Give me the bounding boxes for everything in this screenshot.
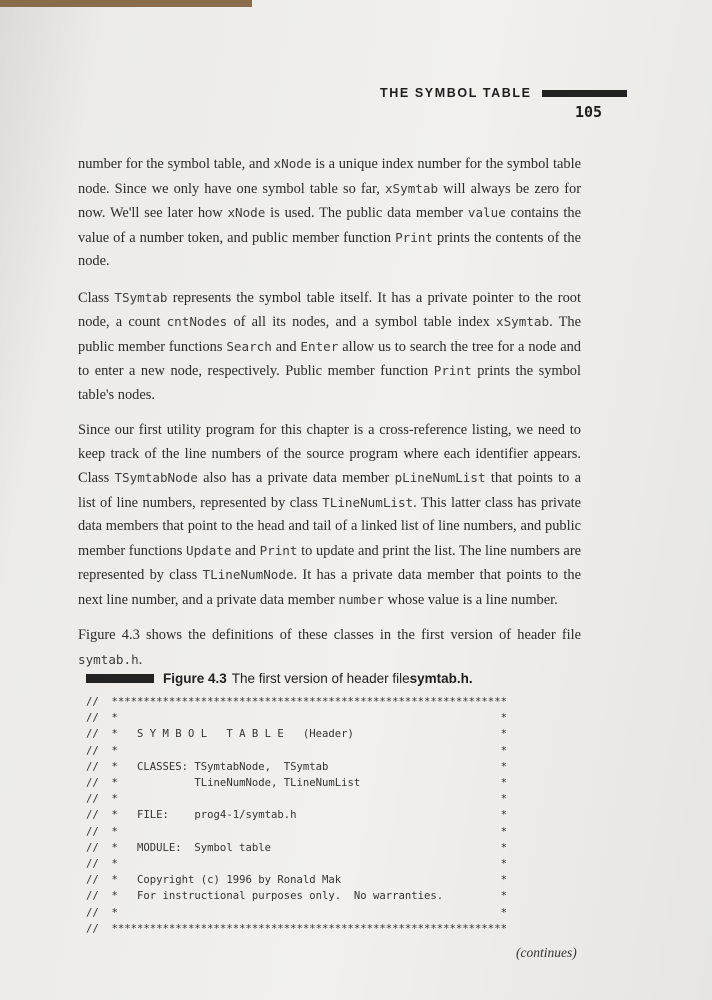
text-run: is a unique index number for the symbol table node. Since we only have one symbol table so far, [78,156,582,197]
inline-code: symtab.h [78,651,139,667]
text-run: is used. The public data member [265,205,468,221]
inline-code: Print [395,229,434,245]
caption-rule [86,674,154,683]
text-run: will always be zero for now. We'll see later how [78,180,581,221]
text-run: . [138,651,143,668]
text-run: whose value is a line number. [383,591,558,608]
text-run: Since our first utility program for this chapter is a cross-reference listing, we need to keep track of the line numbers of the source program where each identifier appears. Class [78,422,581,486]
page-number: 105 [575,103,603,121]
inline-code: TSymtabNode [114,470,198,485]
code-line: // * * [86,744,507,757]
code-line: // * * [86,906,507,919]
inline-code: number [338,591,384,607]
code-line: // * * [86,712,507,725]
inline-code: xSymtab [384,180,439,196]
inline-code: Update [186,542,232,558]
inline-code: Print [433,363,472,378]
caption-file: symtab.h. [409,671,473,686]
code-line: // * * [86,858,507,871]
inline-code: TLineNumList [322,494,414,510]
code-line: // * MODULE: Symbol table * [86,841,507,854]
code-line: // * * [86,793,507,806]
inline-code: Enter [300,338,339,354]
caption-text: The first version of header file [231,671,410,686]
code-line: // * For instructional purposes only. No warranties. * [86,890,507,903]
inline-code: xNode [273,156,312,171]
inline-code: xNode [227,205,266,220]
inline-code: Print [259,542,298,558]
text-run: allow us to search the tree for a node and to enter a new node, respectively. Public member function [78,338,581,379]
inline-code: cntNodes [166,314,228,329]
code-line: // * Copyright (c) 1996 by Ronald Mak * [86,874,507,887]
text-run: . This latter class has private data members that point to the head and tail of a linked list of line numbers, and public member functions [78,494,581,559]
body-paragraph [78,419,581,612]
body-text [78,152,581,684]
code-listing [86,694,556,937]
code-line: // ************************************************************** [86,922,507,935]
code-line: // * S Y M B O L T A B L E (Header) * [86,728,507,741]
inline-code: value [467,205,506,220]
text-run: number for the symbol table, and [78,156,274,172]
text-run: that points to a list of line numbers, represented by class [78,470,581,511]
text-run: of all its nodes, and a symbol table index [227,314,496,330]
figure-label: Figure 4.3 [163,671,227,686]
text-run: prints the symbol table's nodes. [78,363,582,403]
body-paragraph [78,624,581,672]
page-top-edge [0,0,252,7]
text-run: Class [78,289,115,306]
body-paragraph [78,152,581,274]
text-run: . It has a private data member that points to the next line number, and a private data member [78,567,581,608]
body-paragraph [78,286,581,408]
text-run: also has a private data member [197,470,395,486]
text-run: contains the value of a number token, and public member function [78,205,581,246]
header-rule [542,90,627,97]
text-run: and [271,338,301,355]
inline-code: TLineNumNode [202,567,294,582]
text-run: . The public member functions [78,314,581,355]
text-run: and [231,542,260,559]
code-line: // * CLASSES: TSymtabNode, TSymtab * [86,760,507,773]
inline-code: pLineNumList [394,470,486,485]
running-header [380,86,627,100]
running-title: THE SYMBOL TABLE [380,86,532,100]
text-run: prints the contents of the node. [78,229,581,269]
text-run: represents the symbol table itself. It has a private pointer to the root node, a count [78,289,581,330]
code-line: // * * [86,825,507,838]
text-run: Figure 4.3 shows the definitions of these classes in the first version of header file [78,627,581,643]
code-line: // * FILE: prog4-1/symtab.h * [86,809,507,822]
code-line: // * TLineNumNode, TLineNumList * [86,777,507,790]
figure-caption [86,671,473,686]
inline-code: TSymtab [114,289,168,305]
text-run: to update and print the list. The line numbers are represented by class [78,542,581,583]
continues-note: (continues) [516,945,577,960]
inline-code: xSymtab [495,314,550,329]
code-line: // ************************************************************** [86,696,507,708]
inline-code: Search [226,338,272,354]
